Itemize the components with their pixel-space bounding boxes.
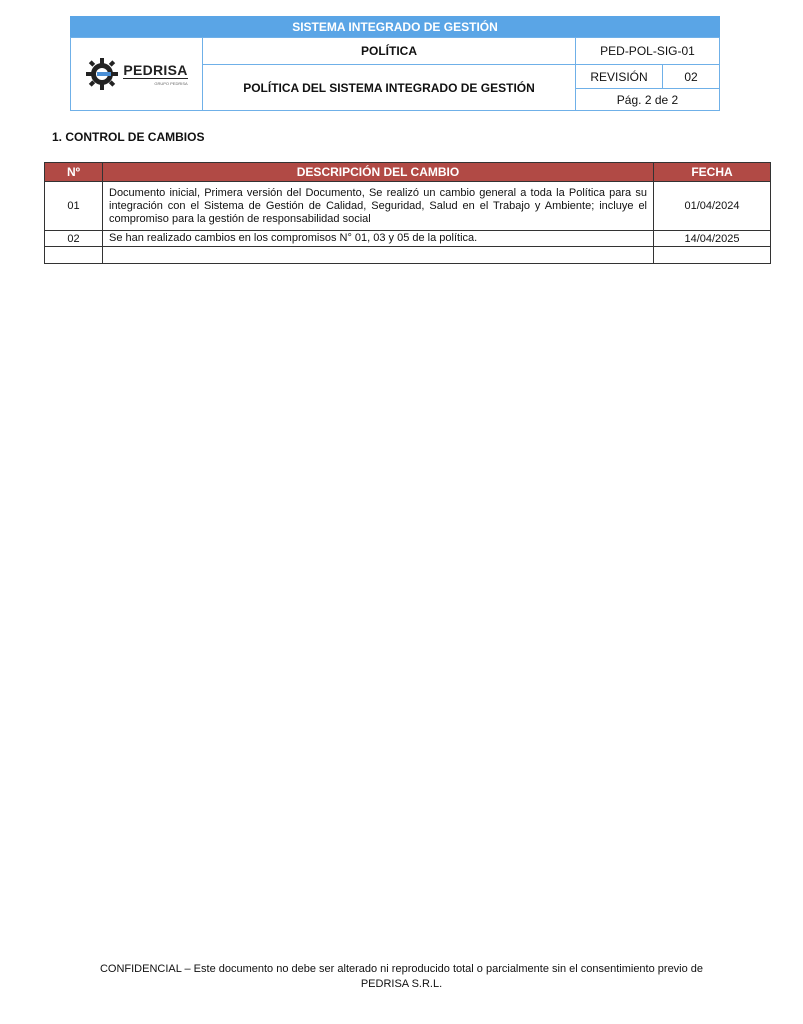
col-header-date: FECHA [654,163,771,182]
row-description: Documento inicial, Primera versión del Documento, Se realizó un cambio general a toda la Política para su integración con el Sistema de Gestión de Calidad, Seguridad, Salud en el Trabajo y Ambiente; incluye el compromiso para la gestión de responsabilidad social [103,182,654,231]
doc-title: POLÍTICA DEL SISTEMA INTEGRADO DE GESTIÓN [203,65,576,111]
change-control-table [44,162,771,264]
row-description [103,247,654,264]
row-date [654,247,771,264]
footer-line-1: CONFIDENCIAL – Este documento no debe ser alterado ni reproducido total o parcialmente sin el consentimiento previo de [99,963,704,975]
table-row [45,247,771,264]
page-number: Pág. 2 de 2 [576,89,720,111]
row-date: 01/04/2024 [654,182,771,231]
table-row [45,182,771,231]
document-header-table [70,37,720,111]
row-date: 14/04/2025 [654,231,771,247]
doc-type: POLÍTICA [203,38,576,65]
row-num: 01 [45,182,103,231]
confidentiality-footer [40,962,763,992]
col-header-description: DESCRIPCIÓN DEL CAMBIO [103,163,654,182]
table-row [45,231,771,247]
system-title-band: SISTEMA INTEGRADO DE GESTIÓN [70,16,720,37]
revision-value: 02 [663,65,720,89]
company-logo [71,38,202,110]
doc-code: PED-POL-SIG-01 [576,38,720,65]
revision-label: REVISIÓN [576,65,663,89]
section-title: 1. CONTROL DE CAMBIOS [52,130,205,144]
row-description: Se han realizado cambios en los compromisos N° 01, 03 y 05 de la política. [103,231,654,247]
table-header-row [45,163,771,182]
logo-tagline: GRUPO PEDRISA [154,80,188,86]
footer-line-2: PEDRISA S.R.L. [360,978,443,990]
gear-logo-icon [85,57,119,91]
logo-cell [71,38,203,111]
row-num [45,247,103,264]
col-header-num: Nº [45,163,103,182]
logo-brand-text: PEDRISA [123,61,188,78]
row-num: 02 [45,231,103,247]
